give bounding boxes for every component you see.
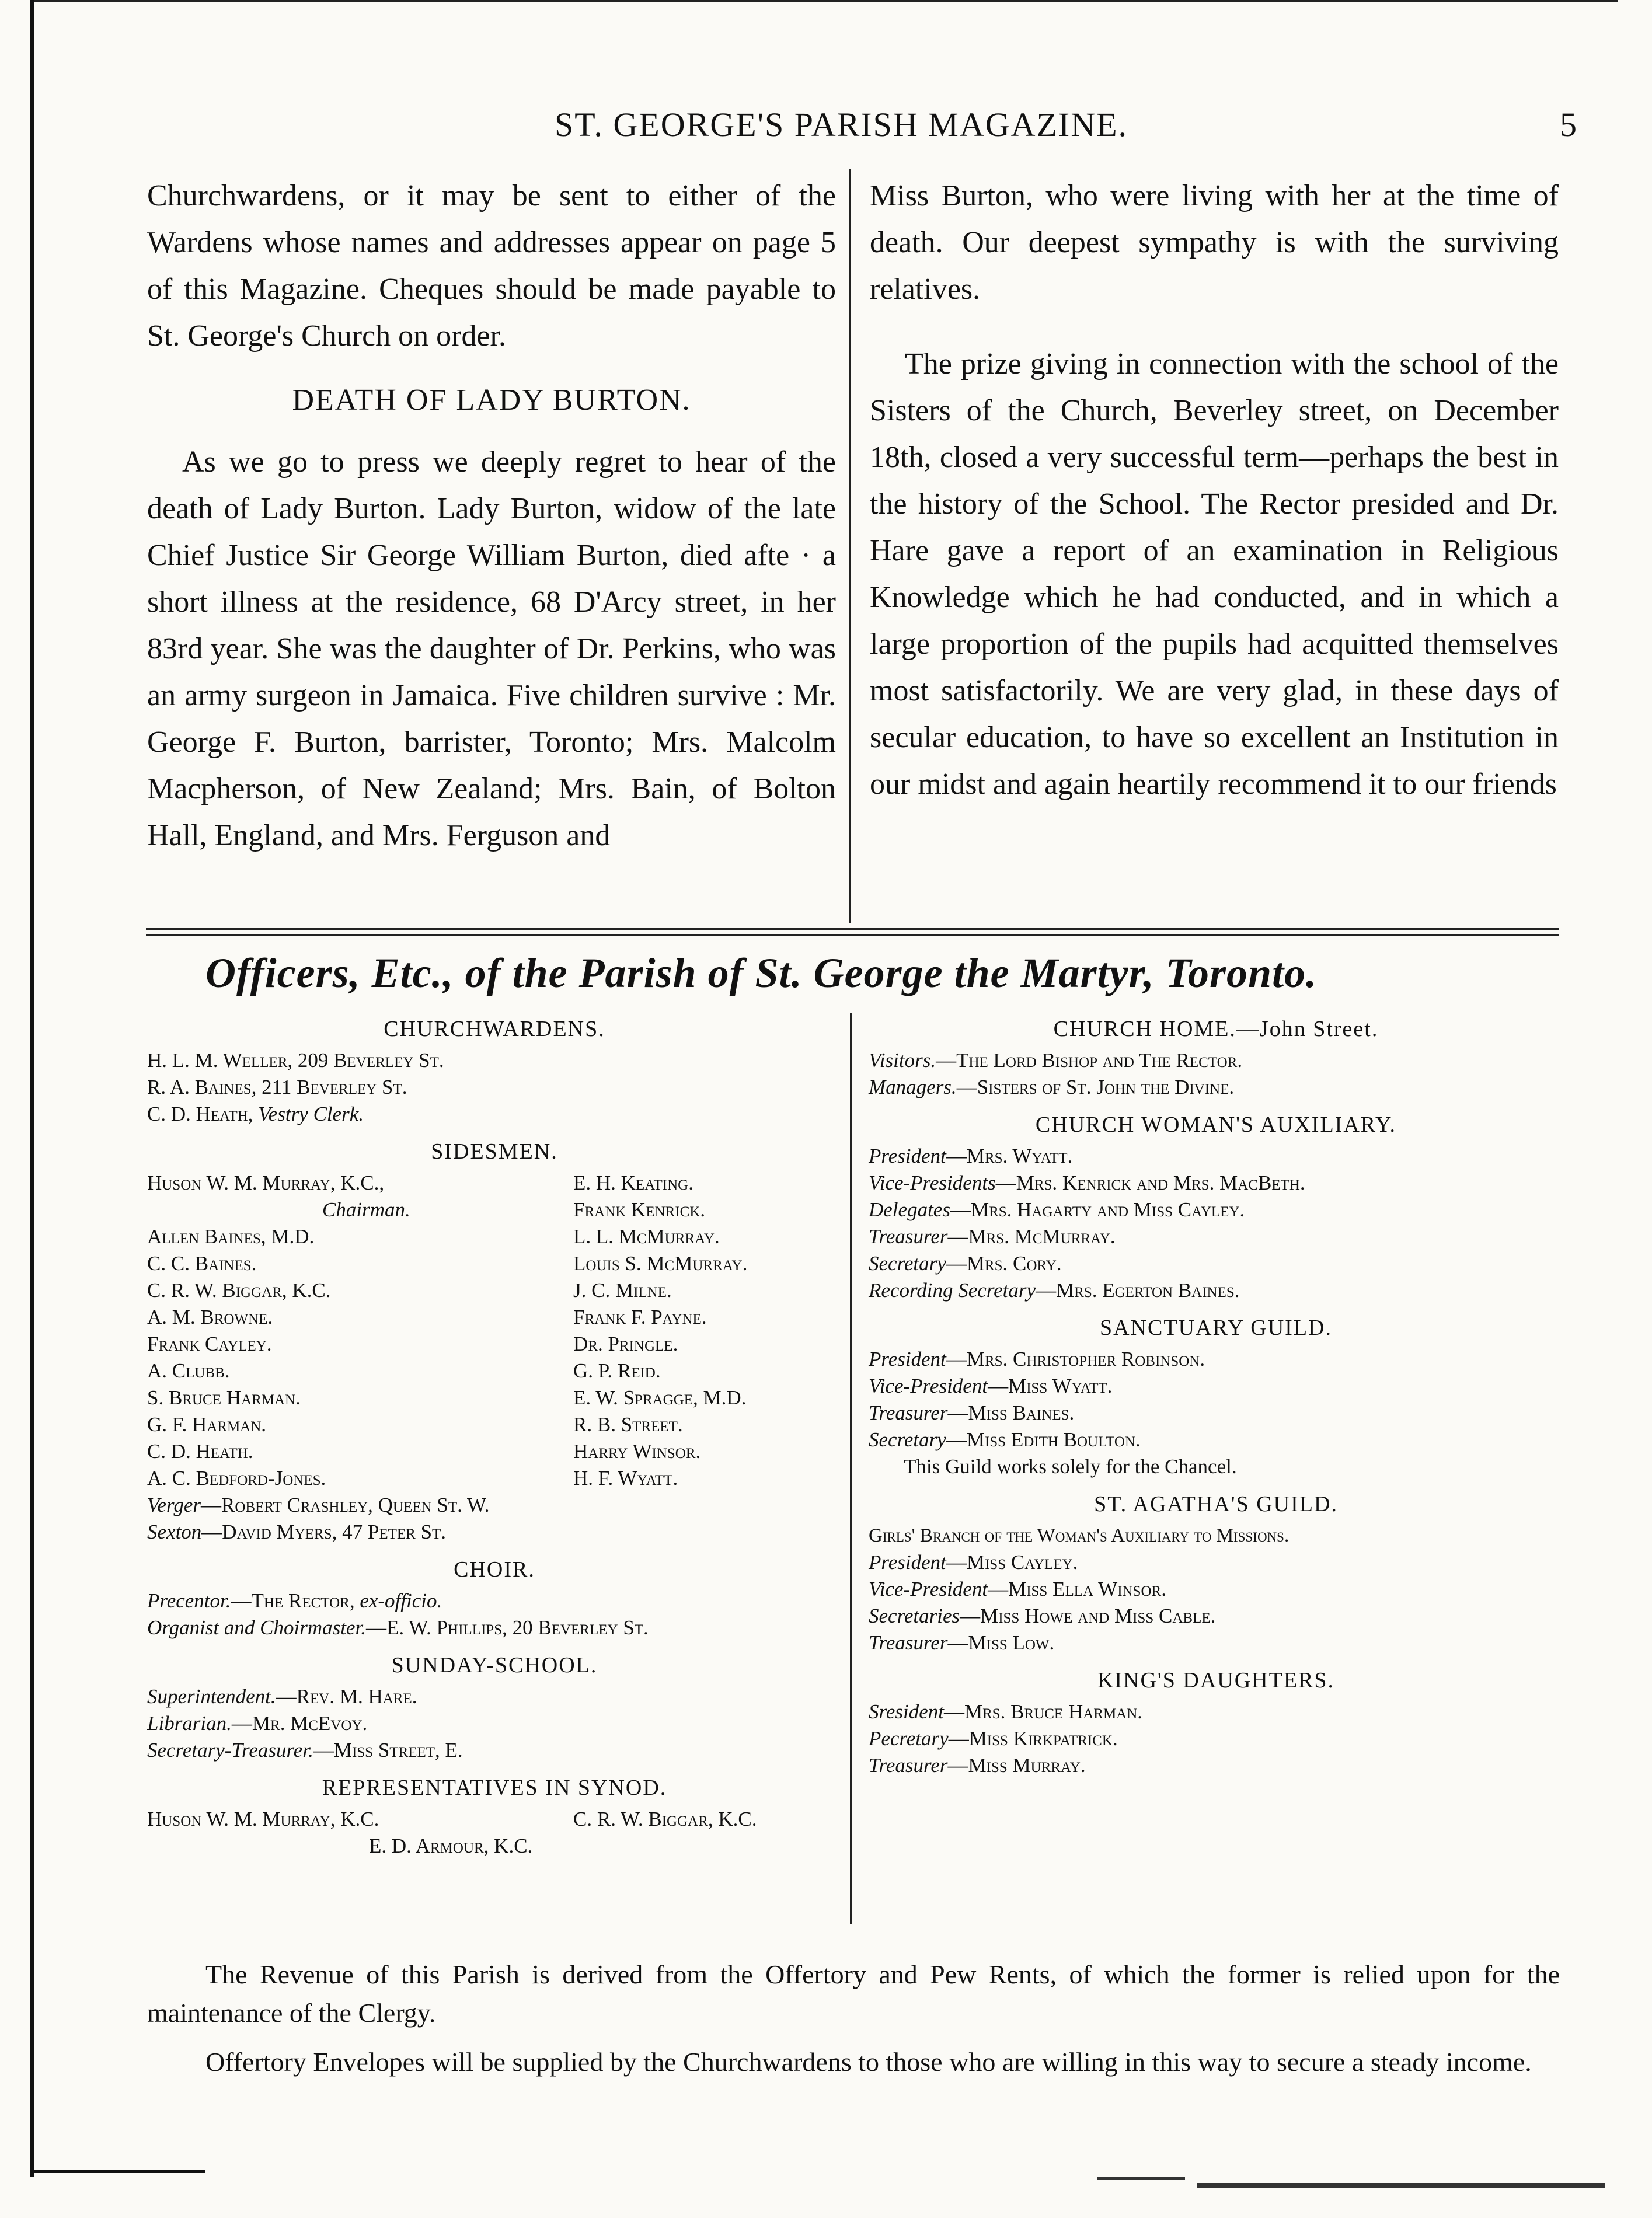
sidesman: Frank Kenrick. [573, 1198, 706, 1221]
sidesman: C. C. Baines. [147, 1252, 257, 1275]
sidesman: Allen Baines, M.D. [147, 1225, 315, 1248]
school-secretary-label: Secretary-Treasurer. [147, 1739, 313, 1762]
kings-secretary-value: —Miss Kirkpatrick. [948, 1727, 1118, 1750]
managers-value: —Sisters of St. John the Divine. [956, 1076, 1235, 1098]
sidesman: E. W. Spragge, M.D. [573, 1386, 747, 1409]
cwa-delegates-value: —Mrs. Hagarty and Miss Cayley. [950, 1198, 1245, 1221]
visitors-value: —The Lord Bishop and The Rector. [936, 1049, 1243, 1072]
sanctuary-president-label: President [869, 1348, 946, 1370]
death-heading: DEATH OF LADY BURTON. [292, 383, 691, 417]
verger-line [147, 1492, 842, 1519]
librarian-line [147, 1710, 842, 1737]
cwa-recording-line [869, 1277, 1563, 1304]
synod-rep: Huson W. M. Murray, K.C. [147, 1808, 379, 1830]
cwa-secretary-line [869, 1250, 1563, 1277]
clerk-line [147, 1101, 842, 1128]
chairman-role: Chairman. [322, 1198, 410, 1221]
synod-rep: E. D. Armour, K.C. [369, 1835, 533, 1857]
section-rule-top [146, 928, 1559, 930]
sidesman: R. B. Street. [573, 1413, 683, 1436]
verger-value: —Robert Crashley, Queen St. W. [201, 1494, 490, 1516]
agatha-heading: ST. AGATHA'S GUILD. [1094, 1492, 1338, 1516]
sidesmen-list [147, 1170, 842, 1492]
sanctuary-vp-label: Vice-President [869, 1375, 988, 1397]
cwa-treasurer-label: Treasurer [869, 1225, 948, 1248]
librarian-value: —Mr. McEvoy. [231, 1712, 368, 1735]
organist-line [147, 1614, 842, 1641]
churchwardens-heading: CHURCHWARDENS. [384, 1017, 605, 1041]
agatha-president-line [869, 1549, 1563, 1576]
cwa-delegates-label: Delegates [869, 1198, 950, 1221]
superintendent-value: —Rev. M. Hare. [276, 1685, 417, 1708]
clerk-role: Vestry Clerk. [258, 1103, 364, 1125]
sanctuary-president-line [869, 1346, 1563, 1373]
agatha-president-label: President [869, 1551, 946, 1574]
prize-giving-paragraph: The prize giving in connection with the school of the Sisters of the Church, Beverley street, on December 18th, closed a very successful term—perhaps the best in the history of the School. The Rector presided and Dr. Hare gave a report of an examination in Religious Knowledge which he had conducted, and in which a large proportion of the pupils had acquitted themselves most satisfactorily. We are very glad, in these days of secular education, to have so excellent an Institution in our midst and again heartily recommend it to our friends [870, 347, 1559, 801]
kings-president-value: —Mrs. Bruce Harman. [943, 1700, 1143, 1723]
page-top-rule [30, 0, 1618, 2]
sanctuary-heading: SANCTUARY GUILD. [1100, 1316, 1332, 1340]
cwa-recording-value: —Mrs. Egerton Baines. [1036, 1279, 1240, 1302]
footer-rule [30, 2170, 205, 2173]
sidesman: A. C. Bedford-Jones. [147, 1467, 326, 1490]
sidesman-chairman: Huson W. M. Murray, K.C., [147, 1171, 385, 1194]
section-rule-bottom [146, 934, 1559, 936]
sidesman: J. C. Milne. [573, 1279, 672, 1302]
cwa-president-line [869, 1143, 1563, 1170]
cwa-secretary-value: —Mrs. Cory. [946, 1252, 1062, 1275]
managers-line [869, 1074, 1563, 1101]
sidesman: A. M. Browne. [147, 1306, 273, 1328]
agatha-president-value: —Miss Cayley. [946, 1551, 1078, 1574]
sanctuary-secretary-label: Secretary [869, 1428, 946, 1451]
agatha-treasurer-value: —Miss Low. [947, 1631, 1055, 1654]
cwa-vp-value: —Mrs. Kenrick and Mrs. MacBeth. [995, 1171, 1305, 1194]
sexton-line [147, 1519, 842, 1546]
precentor-line [147, 1588, 842, 1614]
sidesmen-heading: SIDESMEN. [431, 1139, 558, 1164]
sidesman: C. D. Heath. [147, 1440, 253, 1463]
continued-paragraph: Churchwardens, or it may be sent to either of the Wardens whose names and addresses appear on page 5 of this Magazine. Cheques should be made payable to St. George's Church on order. [147, 179, 836, 353]
sidesman: G. F. Harman. [147, 1413, 267, 1436]
agatha-secretaries-value: —Miss Howe and Miss Cable. [960, 1605, 1216, 1627]
precentor-note: ex-officio. [360, 1589, 442, 1612]
agatha-treasurer-line [869, 1630, 1563, 1656]
choir-heading: CHOIR. [454, 1557, 535, 1582]
cwa-treasurer-value: —Mrs. McMurray. [947, 1225, 1116, 1248]
sanctuary-treasurer-value: —Miss Baines. [947, 1401, 1075, 1424]
kings-treasurer-value: —Miss Murray. [947, 1754, 1086, 1777]
sanctuary-secretary-line [869, 1427, 1563, 1453]
column-divider [849, 169, 851, 923]
sanctuary-vp-value: —Miss Wyatt. [988, 1375, 1113, 1397]
cwa-president-label: President [869, 1145, 946, 1167]
sidesman: H. F. Wyatt. [573, 1467, 678, 1490]
agatha-secretaries-label: Secretaries [869, 1605, 960, 1627]
kings-secretary-line [869, 1725, 1563, 1752]
envelopes-paragraph: Offertory Envelopes will be supplied by the Churchwardens to those who are willing in this way to secure a steady income. [205, 2047, 1532, 2077]
sidesman: Frank F. Payne. [573, 1306, 707, 1328]
sexton-value: —David Myers, 47 Peter St. [201, 1520, 447, 1543]
sanctuary-vp-line [869, 1373, 1563, 1400]
sanctuary-president-value: —Mrs. Christopher Robinson. [946, 1348, 1205, 1370]
cwa-heading: CHURCH WOMAN'S AUXILIARY. [1035, 1113, 1397, 1137]
kings-president-label: Sresident [869, 1700, 944, 1723]
officers-title: Officers, Etc., of the Parish of St. George the Martyr, Toronto. [205, 950, 1318, 996]
clerk-name: C. D. Heath, [147, 1103, 253, 1125]
synod-heading: REPRESENTATIVES IN SYNOD. [322, 1776, 667, 1800]
kings-president-line [869, 1699, 1563, 1725]
print-smudge [1097, 2177, 1185, 2180]
verger-label: Verger [147, 1494, 201, 1516]
synod-list [147, 1806, 842, 1833]
cwa-treasurer-line [869, 1223, 1563, 1250]
sanctuary-treasurer-line [869, 1400, 1563, 1427]
school-secretary-value: —Miss Street, E. [313, 1739, 463, 1762]
envelopes-note [147, 2043, 1560, 2081]
print-smudge [1197, 2183, 1605, 2188]
cwa-vp-line [869, 1170, 1563, 1197]
sidesman: Harry Winsor. [573, 1440, 701, 1463]
sexton-label: Sexton [147, 1520, 202, 1543]
cwa-president-value: —Mrs. Wyatt. [946, 1145, 1073, 1167]
synod-rep: C. R. W. Biggar, K.C. [573, 1808, 757, 1830]
sidesman: Louis S. McMurray. [573, 1252, 748, 1275]
page-number: 5 [1560, 106, 1577, 144]
organist-label: Organist and Choirmaster. [147, 1616, 367, 1639]
cwa-vp-label: Vice-Presidents [869, 1171, 996, 1194]
revenue-paragraph: The Revenue of this Parish is derived from the Offertory and Pew Rents, of which the former is relied upon for the maintenance of the Clergy. [147, 1959, 1560, 2028]
managers-label: Managers. [869, 1076, 957, 1098]
page-left-rule [30, 0, 34, 2177]
agatha-vp-value: —Miss Ella Winsor. [988, 1578, 1166, 1600]
officers-column-divider [850, 1013, 852, 1924]
sidesman: E. H. Keating. [573, 1171, 693, 1194]
librarian-label: Librarian. [147, 1712, 232, 1735]
right-article-column [870, 173, 1559, 808]
visitors-label: Visitors. [869, 1049, 936, 1072]
sidesman: C. R. W. Biggar, K.C. [147, 1279, 331, 1302]
cwa-delegates-line [869, 1197, 1563, 1223]
church-home-heading: CHURCH HOME.—John Street. [1053, 1017, 1379, 1041]
sidesman: G. P. Reid. [573, 1359, 661, 1382]
warden-line: H. L. M. Weller, 209 Beverley St. [147, 1049, 444, 1072]
agatha-vp-label: Vice-President [869, 1578, 988, 1600]
kings-treasurer-line [869, 1752, 1563, 1779]
precentor-label: Precentor. [147, 1589, 231, 1612]
revenue-note [147, 1955, 1560, 2032]
sanctuary-treasurer-label: Treasurer [869, 1401, 948, 1424]
superintendent-label: Superintendent. [147, 1685, 276, 1708]
agatha-branch: Girls' Branch of the Woman's Auxiliary to Missions. [869, 1525, 1289, 1546]
agatha-vp-line [869, 1576, 1563, 1603]
officers-left-column [147, 1016, 842, 1860]
sunday-school-heading: SUNDAY-SCHOOL. [391, 1653, 598, 1678]
sidesman: Frank Cayley. [147, 1333, 272, 1355]
superintendent-line [147, 1683, 842, 1710]
officers-right-column [869, 1016, 1563, 1779]
precentor-value: —The Rector, [231, 1589, 355, 1612]
kings-daughters-heading: KING'S DAUGHTERS. [1097, 1668, 1335, 1693]
sidesman: L. L. McMurray. [573, 1225, 720, 1248]
cwa-recording-label: Recording Secretary [869, 1279, 1036, 1302]
sidesman: Dr. Pringle. [573, 1333, 678, 1355]
continued-paragraph-right: Miss Burton, who were living with her at the time of death. Our deepest sympathy is with the surviving relatives. [870, 179, 1559, 306]
sanctuary-secretary-value: —Miss Edith Boulton. [946, 1428, 1141, 1451]
death-paragraph: As we go to press we deeply regret to hear of the death of Lady Burton. Lady Burton, widow of the late Chief Justice Sir George William Burton, died afte · a short illness at the residence, 68 D'Arcy street, in her 83rd year. She was the daughter of Dr. Perkins, who was an army surgeon in Jamaica. Five children survive : Mr. George F. Burton, barrister, Toronto; Mrs. Malcolm Macpherson, of New Zealand; Mrs. Bain, of Bolton Hall, England, and Mrs. Ferguson and [147, 445, 836, 852]
agatha-treasurer-label: Treasurer [869, 1631, 948, 1654]
cwa-secretary-label: Secretary [869, 1252, 946, 1275]
kings-treasurer-label: Treasurer [869, 1754, 948, 1777]
left-article-column [147, 173, 836, 859]
page-title: ST. GEORGE'S PARISH MAGAZINE. [555, 106, 1128, 144]
organist-value: —E. W. Phillips, 20 Beverley St. [366, 1616, 649, 1639]
visitors-line [869, 1047, 1563, 1074]
kings-secretary-label: Pecretary [869, 1727, 949, 1750]
agatha-secretaries-line [869, 1603, 1563, 1630]
school-secretary-line [147, 1737, 842, 1764]
sidesman: A. Clubb. [147, 1359, 230, 1382]
sidesman: S. Bruce Harman. [147, 1386, 301, 1409]
sanctuary-note: This Guild works solely for the Chancel. [904, 1455, 1237, 1478]
warden-line: R. A. Baines, 211 Beverley St. [147, 1076, 407, 1098]
